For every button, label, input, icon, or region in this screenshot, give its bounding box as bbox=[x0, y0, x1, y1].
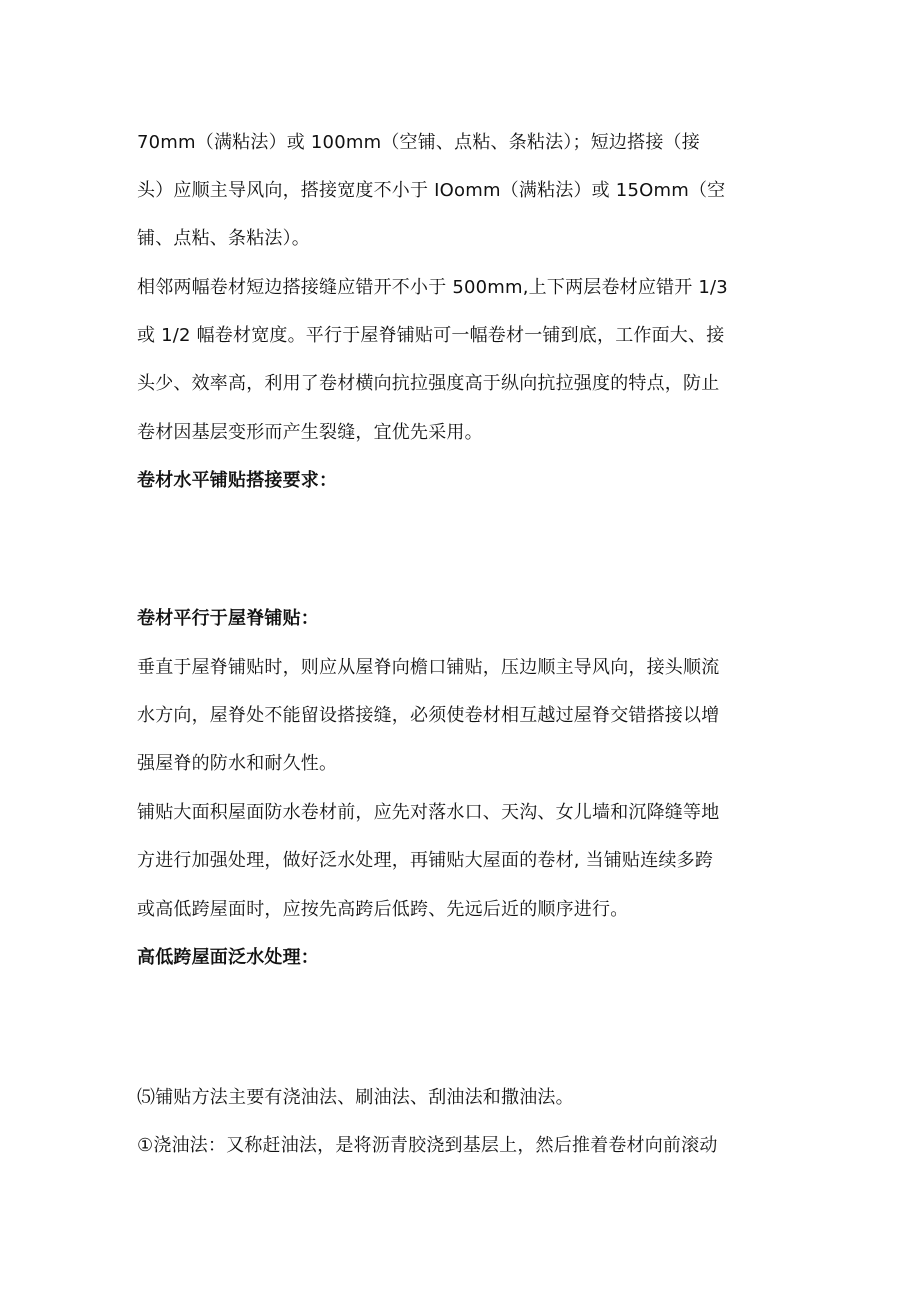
section-heading: 卷材平行于屋脊铺贴： bbox=[137, 608, 319, 629]
text-line: 铺贴大面积屋面防水卷材前，应先对落水口、天沟、女儿墙和沉降缝等地 bbox=[137, 802, 720, 823]
text-line: 铺、点粘、条粘法）。 bbox=[137, 228, 310, 249]
text-line: 头）应顺主导风向，搭接宽度不小于 IOomm（满粘法）或 15Omm（空 bbox=[137, 180, 726, 201]
text-line: 垂直于屋脊铺贴时，则应从屋脊向檐口铺贴，压边顺主导风向，接头顺流 bbox=[137, 657, 720, 678]
section-heading: 卷材水平铺贴搭接要求： bbox=[137, 470, 338, 491]
text-line: 方进行加强处理，做好泛水处理，再铺贴大屋面的卷材, 当铺贴连续多跨 bbox=[137, 850, 714, 871]
text-line: 水方向，屋脊处不能留设搭接缝，必须使卷材相互越过屋脊交错搭接以增 bbox=[137, 705, 720, 726]
text-line: 相邻两幅卷材短边搭接缝应错开不小于 500mm,上下两层卷材应错开 1/3 bbox=[137, 277, 728, 298]
text-line: 70mm（满粘法）或 100mm（空铺、点粘、条粘法）；短边搭接（接 bbox=[137, 132, 700, 153]
text-line: ⑸铺贴方法主要有浇油法、刷油法、刮油法和撒油法。 bbox=[137, 1087, 574, 1108]
text-line: 头少、效率高，利用了卷材横向抗拉强度高于纵向抗拉强度的特点，防止 bbox=[137, 373, 720, 394]
text-line: 或 1/2 幅卷材宽度。平行于屋脊铺贴可一幅卷材一铺到底，工作面大、接 bbox=[137, 325, 725, 346]
text-line: ①浇油法：又称赶油法，是将沥青胶浇到基层上，然后推着卷材向前滚动 bbox=[137, 1135, 718, 1156]
text-line: 或高低跨屋面时，应按先高跨后低跨、先远后近的顺序进行。 bbox=[137, 899, 629, 920]
text-line: 卷材因基层变形而产生裂缝，宜优先采用。 bbox=[137, 422, 483, 443]
text-line: 强屋脊的防水和耐久性。 bbox=[137, 753, 338, 774]
section-heading: 高低跨屋面泛水处理： bbox=[137, 947, 319, 968]
